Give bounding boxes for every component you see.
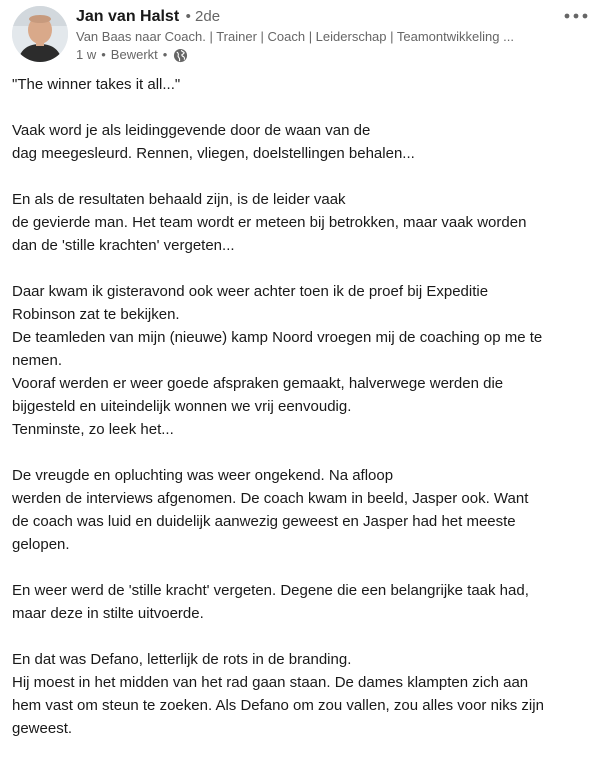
post-text-line: Vaak word je als leidinggevende door de waan van de (12, 122, 371, 139)
meta-separator: • (101, 47, 106, 62)
post-text-line: nemen. (12, 352, 63, 369)
more-options-icon[interactable] (560, 6, 592, 26)
post-paragraph (12, 73, 592, 96)
post-text-line: En dat was Defano, letterlijk de rots in de branding. (12, 651, 352, 668)
post-text-line: dag meegesleurd. Rennen, vliegen, doelstellingen behalen... (12, 145, 415, 162)
meta-separator: • (162, 47, 168, 62)
post-text-line: Vooraf werden er weer goede afspraken gemaakt, halverwege werden die (12, 375, 504, 392)
post-paragraph (12, 464, 592, 556)
author-headline: Van Baas naar Coach. | Trainer | Coach | Leiderschap | Teamontwikkeling ... (76, 29, 514, 44)
author-avatar[interactable] (12, 6, 68, 62)
edited-label: Bewerkt (110, 47, 158, 62)
post-text-line: hem vast om steun te zoeken. Als Defano om zou vallen, zou alles voor niks zijn (12, 697, 544, 714)
post-text-line: bijgesteld en uiteindelijk wonnen we vrij eenvoudig. (12, 398, 352, 415)
post-text-line: werden de interviews afgenomen. De coach kwam in beeld, Jasper ook. Want (12, 490, 529, 507)
post-text-line: En als de resultaten behaald zijn, is de leider vaak (12, 191, 346, 208)
post-text-line: de gevierde man. Het team wordt er meteen bij betrokken, maar vaak worden (12, 214, 527, 231)
post-text-line: "The winner takes it all..." (12, 76, 181, 93)
post-text-line: Tenminste, zo leek het... (12, 421, 174, 438)
post-paragraph (12, 280, 592, 441)
post-body (12, 73, 592, 763)
post-header (0, 0, 600, 72)
post-text-line: de coach was luid en duidelijk aanwezig geweest en Jasper had het meeste (12, 513, 516, 530)
post-text-line: Daar kwam ik gisteravond ook weer achter toen ik de proef bij Expeditie (12, 283, 489, 300)
post-text-line: dan de 'stille krachten' vergeten... (12, 237, 235, 254)
post-text-line: De vreugde en opluchting was weer ongekend. Na afloop (12, 467, 394, 484)
post-paragraph (12, 579, 592, 625)
post-paragraph (12, 648, 592, 740)
connection-degree: • 2de (185, 8, 221, 25)
post-text-line: Robinson zat te bekijken. (12, 306, 180, 323)
post-text-line: maar deze in stilte uitvoerde. (12, 605, 204, 622)
post-time: 1 w (76, 47, 97, 62)
post-text-line: geweest. (12, 720, 73, 737)
post-paragraph (12, 188, 592, 257)
post-text-line: gelopen. (12, 536, 70, 553)
post-paragraph (12, 119, 592, 165)
author-name-line (76, 6, 220, 28)
globe-icon (173, 48, 188, 63)
post-text-line: En weer werd de 'stille kracht' vergeten. Degene die een belangrijke taak had, (12, 582, 529, 599)
post-meta (76, 46, 188, 64)
post-text-line: De teamleden van mijn (nieuwe) kamp Noord vroegen mij de coaching op me te (12, 329, 543, 346)
post-text-line: Hij moest in het midden van het rad gaan staan. De dames klampten zich aan (12, 674, 529, 691)
author-name[interactable]: Jan van Halst (76, 8, 180, 25)
